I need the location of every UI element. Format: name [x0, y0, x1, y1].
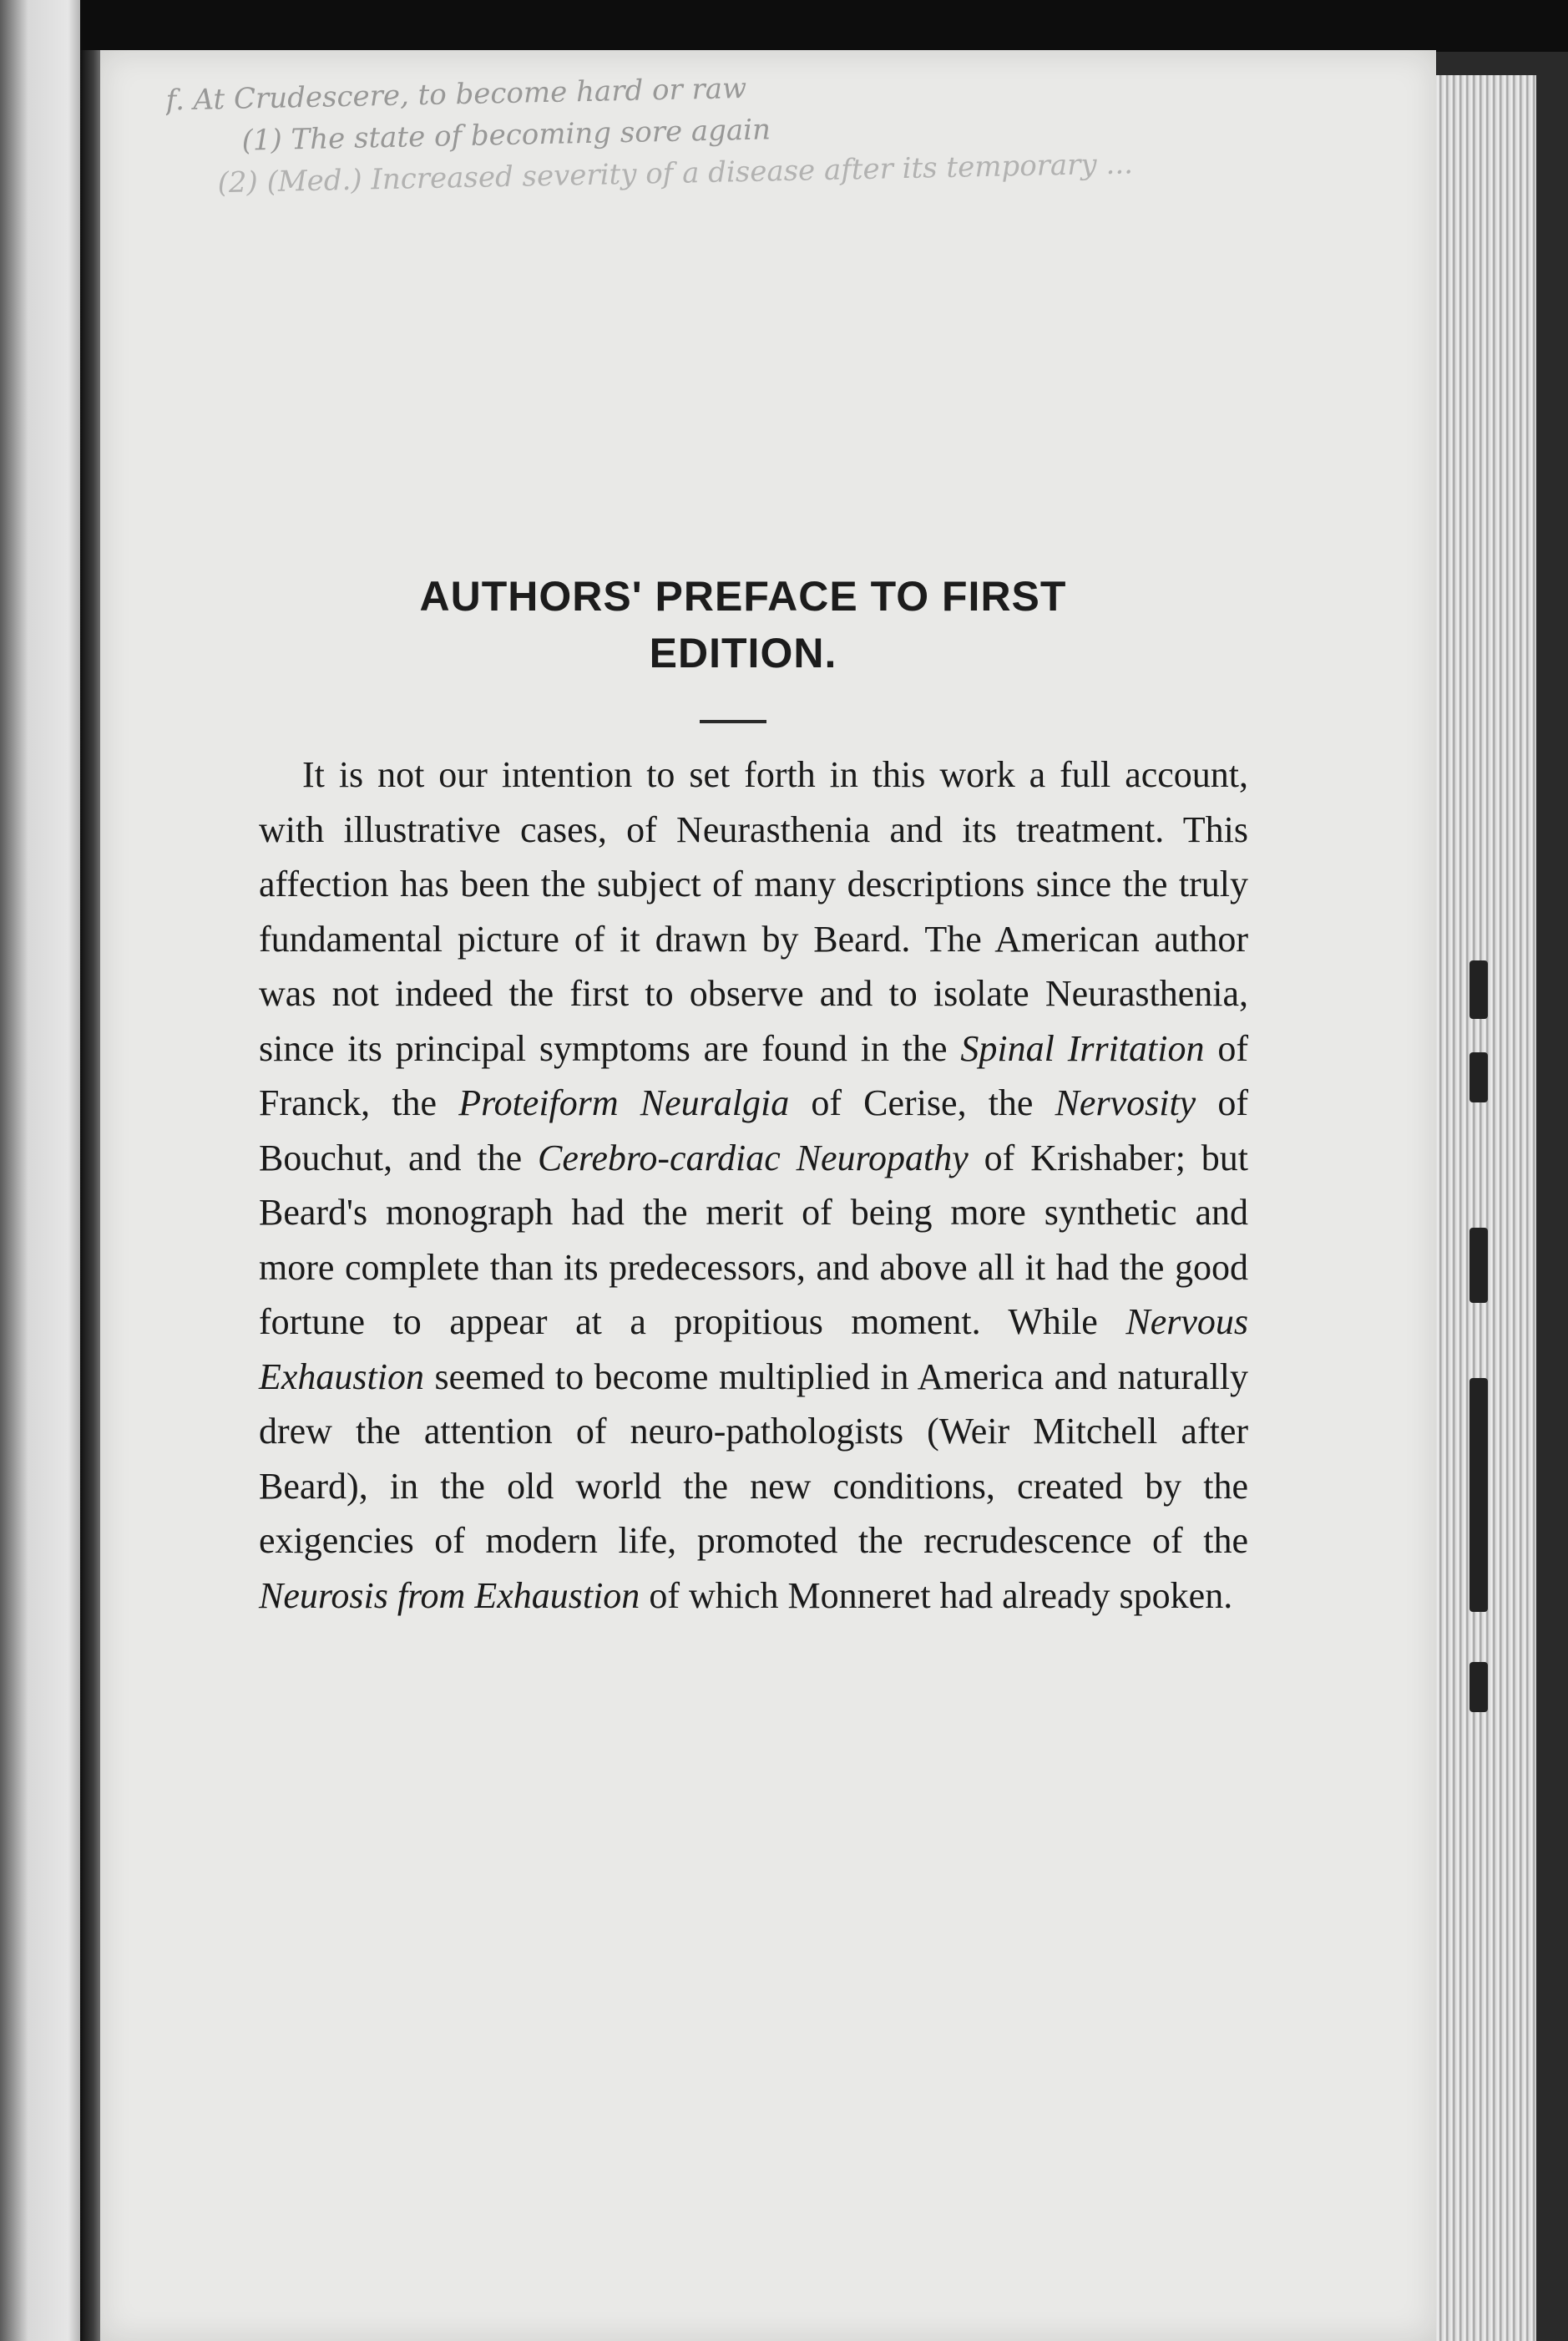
italic-term: Nervous Exhaustion — [259, 1301, 1248, 1397]
annotation-line: (1) The state of becoming sore again — [241, 113, 771, 158]
handwritten-annotations — [165, 54, 1404, 247]
book-gutter — [80, 50, 102, 2341]
title-line-1: AUTHORS' PREFACE TO FIRST — [419, 573, 1067, 620]
preface-body — [259, 747, 1248, 1623]
edge-mark — [1469, 1052, 1488, 1102]
text-run: of Cerise, the — [789, 1082, 1055, 1123]
text-run: of Franck, the — [259, 1027, 1248, 1123]
top-shadow-band — [0, 0, 1568, 52]
italic-term: Nervosity — [1055, 1082, 1196, 1123]
italic-term: Proteiform Neuralgia — [458, 1082, 790, 1123]
annotation-line: f. At Crudescere, to become hard or raw — [165, 71, 747, 118]
edge-mark — [1469, 1228, 1488, 1303]
italic-term: Cerebro-cardiac Neuropathy — [538, 1137, 969, 1178]
title-divider — [700, 720, 766, 723]
text-run: seemed to become multiplied in America and naturally drew the attention of neuro-pathologists (Weir Mitchell after Beard), in the old world the new conditions, created by the exigencies of modern life, promoted the recrudescence of the — [259, 1355, 1248, 1561]
italic-term: Spinal Irritation — [960, 1027, 1205, 1069]
text-run: of which Monneret had already spoken. — [640, 1574, 1233, 1616]
page-stack-edge — [1436, 75, 1536, 2341]
annotation-line: (2) (Med.) Increased severity of a disease after its temporary ... — [217, 147, 1134, 200]
facing-page-edge — [0, 0, 80, 2341]
edge-mark — [1469, 960, 1488, 1019]
italic-term: Neurosis from Exhaustion — [259, 1574, 640, 1616]
text-run: of Krishaber; but Beard's monograph had the merit of being more synthetic and more complete than its predecessors, and above all it had the good fortune to appear at a propitious moment. While — [259, 1137, 1249, 1342]
edge-mark — [1469, 1662, 1488, 1712]
title-line-2: EDITION. — [649, 630, 837, 676]
text-run: It is not our intention to set forth in this work a full account, with illustrative cases, of Neurasthenia and its treatment. This affection has been the subject of many descriptions since the truly fundamental picture of it drawn by Beard. The American author was not indeed the first to observe and to isolate Neurasthenia, since its principal symptoms are found in the — [259, 754, 1248, 1069]
preface-paragraph — [259, 747, 1248, 1623]
edge-mark — [1469, 1378, 1488, 1612]
page-title — [301, 568, 1186, 682]
text-run: of Bouchut, and the — [259, 1082, 1248, 1178]
